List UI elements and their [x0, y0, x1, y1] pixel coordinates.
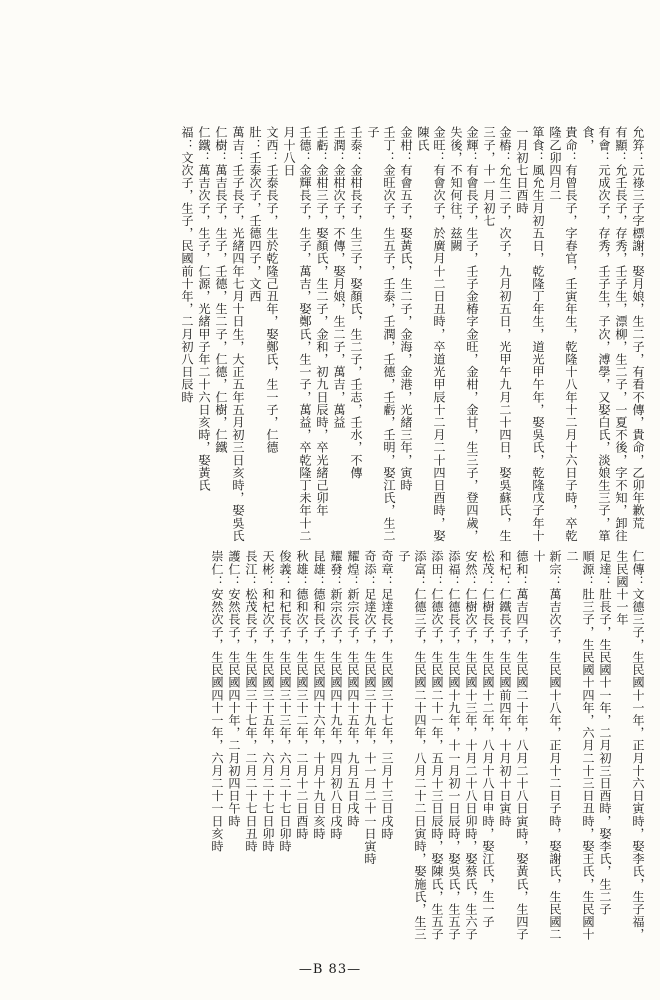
genealogy-entry: 金輝：有會長子，生子，壬子金椿字金旺，金柑，金甘，生三子，登四歲，失後，不知何往，兹闕: [449, 126, 479, 542]
genealogy-entry: 仁樹：萬吉長子，生子，壬德，生二子，仁德，仁樹，仁鐵: [214, 126, 228, 454]
genealogy-entry: 添福：仁德長子，生民國十九年，十一月初一日辰時，娶吳氏，生五子: [447, 550, 461, 941]
genealogy-entry: 崇仁：安然次子，生民國四十一年，六月二十一日亥時: [210, 550, 224, 853]
genealogy-entry: 添田：仁德次子，生民國二十一年，五月十三日辰時，娶陳氏，生五子: [430, 550, 444, 941]
genealogy-entry: 護仁：安然長子，生民國四十年，二月初四日午時: [227, 550, 241, 828]
genealogy-entry: 肚：壬泰次子，壬德四子，文西: [248, 126, 262, 303]
genealogy-entry: 長江：松茂長子，生民國三十七年，二月二十七日丑時: [244, 550, 258, 853]
genealogy-entry: 金柑：有會五子，娶黃氏，生二子，金海，金港，光緒三年，寅時: [399, 126, 413, 492]
genealogy-entry: 仁鐵：萬吉次子，生子，仁源，光緒甲子年二十六日亥時，娶黃氏: [197, 126, 211, 492]
genealogy-entry: 天彬：和杞次子，生民國三十五年，六月二十七日卯時: [261, 550, 275, 853]
genealogy-entry: 奇添：足達次子，生民國三十九年，十一月二十一日寅時: [363, 550, 377, 865]
genealogy-entry: 和杞：仁鐵長子，生民國前四年，十月初十日寅時: [498, 550, 512, 828]
upper-text-block: [14, 126, 646, 548]
page-number: —B 83—: [298, 962, 362, 977]
genealogy-entry: 耀煌：新宗長子，生民國四十五年，九月五日戌時: [346, 550, 360, 828]
genealogy-entry: 箪食：風允生月初五日，乾隆丁年生，道光甲午年，娶吳氏，乾隆戊子年十一月初七日酉時: [515, 126, 545, 542]
genealogy-entry: 壬德：金輝長子，生子，萬吉，娶鄭氏，生一子，萬益，卒乾隆丁未年十二月十八日: [282, 126, 312, 542]
genealogy-entry: 萬吉：壬子長子，光緒四年七月十日生，大正五年五月初三日亥時，娶吳氏: [231, 126, 245, 542]
genealogy-entry: 順源：肚三子，生民國十四年，六月二十三日丑時，娶王氏，生民國十二: [565, 550, 595, 941]
genealogy-entry: 安然：仁樹次子，生民國十三年，十月二十八日卯時，娶蔡氏，生六子: [464, 550, 478, 941]
genealogy-entry: 添富：仁德三子，生民國二十四年，八月二十二日寅時，娶施氏，生三子: [397, 550, 427, 941]
genealogy-entry: 仁傳：文德三子，生民國十一年，正月十六日寅時，娶李氏，生子福，生民國十一年: [615, 550, 645, 941]
genealogy-entry: 德和：萬吉四子，生民國二十年，八月二十八日寅時，娶黃氏，生四子: [515, 550, 529, 941]
genealogy-entry: 福：文次子，生子，民國前十年，二月初八日辰時: [180, 126, 194, 404]
genealogy-entry: 俊義：和杞長子，生民國三十三年，六月二十七日卯時: [278, 550, 292, 853]
genealogy-entry: 貴命：有曾長子，字春官，壬寅年生，乾隆十八年十二月十六日子時，卒乾隆乙卯四月二: [548, 126, 578, 542]
genealogy-entry: 奇章：足達長子，生民國三十七年，三月十三日戌時: [380, 550, 394, 840]
genealogy-entry: 壬潤：金柑次子，不傳，娶月娘，生二子，萬吉，萬益: [332, 126, 346, 429]
genealogy-entry: 足達：肚長子，生民國十一年，二月初三日酉時，娶李氏，生二子: [598, 550, 612, 916]
genealogy-entry: 金旺：有會次子，於廣月十二日丑時，卒道光甲辰十二月二十四日酉時，娶陳氏: [416, 126, 446, 542]
genealogy-entry: 有會：元成次子，存秀，壬子生，子次，溥學，又娶白氏，淡娘生三子，箪食，: [581, 126, 611, 542]
genealogy-entry: 有顯：允壬長子，存秀，壬子生，漂柳，生二子，一夏不後，字不知，卸往: [614, 126, 628, 542]
genealogy-entry: 耀發：新宗次子，生民國四十九年，四月初八日戌時: [329, 550, 343, 840]
genealogy-entry: 昆雄：德和長子，生民國四十六年，十月十九日亥時: [312, 550, 326, 840]
genealogy-entry: 允笲：元祿三子字標謝，娶月娘，生二子，有看不傳，貴命，乙卯年歉荒: [631, 126, 645, 530]
genealogy-entry: 松茂：仁樹長子，生民國十二年，八月十八日申時，娶江氏，生一子: [481, 550, 495, 928]
genealogy-entry: 秋雄：德和次子，生民國三十二年，二月十二日酉時: [295, 550, 309, 840]
genealogy-entry: 文西：壬泰長子，生於乾隆己丑年，娶鄭氏，生一子，仁德: [265, 126, 279, 454]
genealogy-entry: 壬丁：金旺次子，生五子，壬泰，壬潤，壬德，壬虧，壬明，娶江氏，生二子: [366, 126, 396, 542]
genealogy-entry: 新宗：萬吉次子，生民國十八年，正月十二日子時，娶謝氏，生民國二十: [532, 550, 562, 941]
genealogy-entry: 壬泰：金柑長子，生三子，娶顏氏，生二子，壬志，壬水，不傳: [349, 126, 363, 479]
genealogy-entry: 壬虧：金柑三子，娶顏氏，生二子，金和，初九日辰時，卒光緒己卯年: [315, 126, 329, 517]
genealogy-entry: 金樁：允生二子，次子，九月初五日，光甲午九月二十四日，娶吳蘇氏，生三子，十一月初七: [482, 126, 512, 542]
lower-text-block: [14, 550, 646, 950]
